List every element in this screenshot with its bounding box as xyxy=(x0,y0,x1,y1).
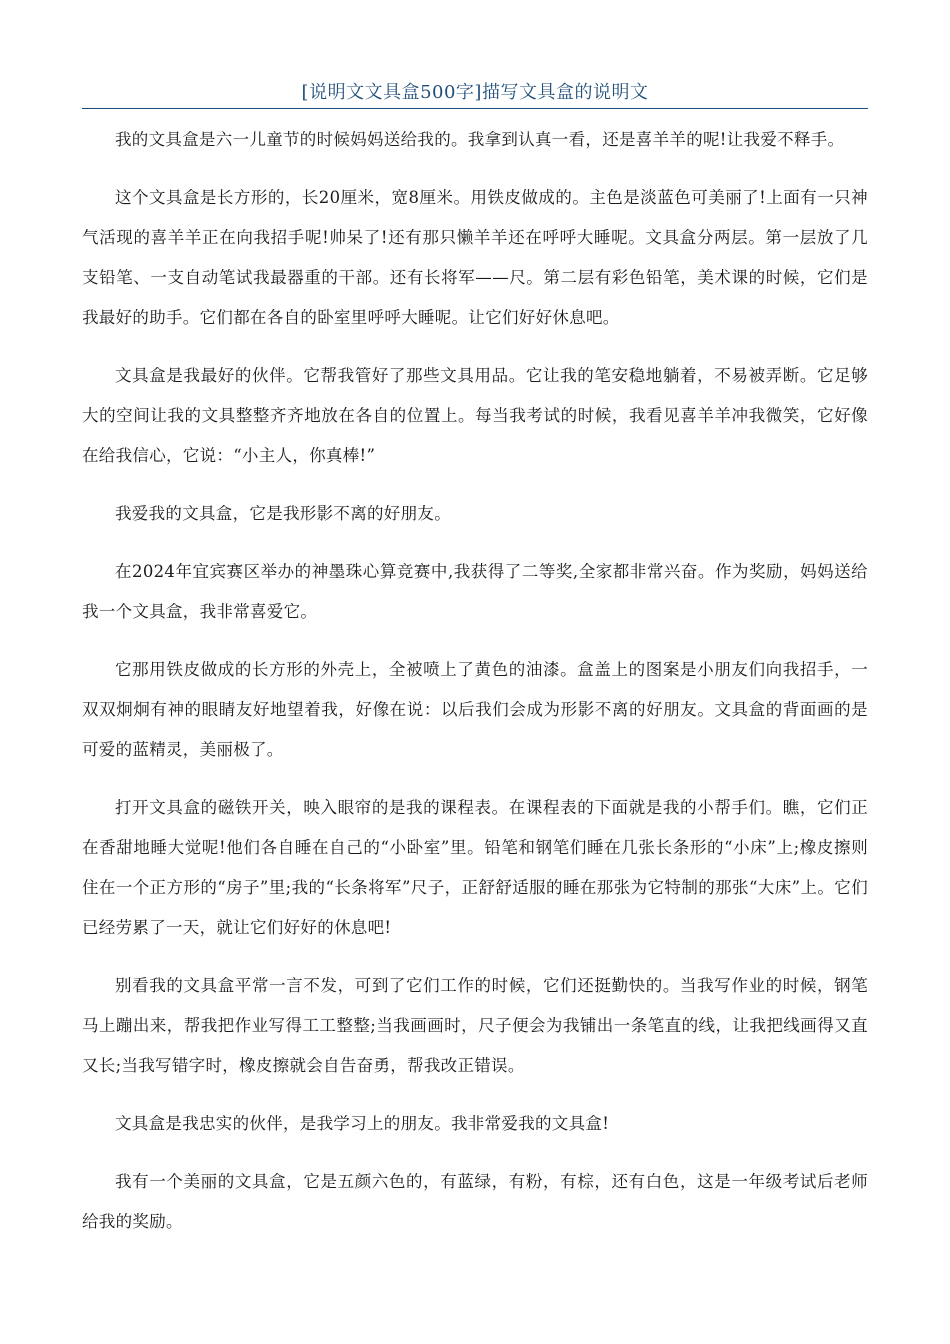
paragraph: 我爱我的文具盒，它是我形影不离的好朋友。 xyxy=(115,504,451,523)
paragraph: 打开文具盒的磁铁开关，映入眼帘的是我的课程表。在课程表的下面就是我的小帮手们。瞧，它们正在香甜地睡大觉呢!他们各自睡在自己的“小卧室”里。铅笔和钢笔们睡在几张长条形的“小床”上;橡皮擦则住在一个正方形的“房子”里;我的“长条将军”尺子，正舒舒适服的睡在那张为它特制的那张“大床”上。它们已经劳累了一天，就让它们好好的休息吧! xyxy=(82,798,868,937)
document-body xyxy=(82,120,868,1260)
paragraph: 在2024年宜宾赛区举办的神墨珠心算竞赛中,我获得了二等奖,全家都非常兴奋。作为奖励，妈妈送给我一个文具盒，我非常喜爱它。 xyxy=(82,562,868,621)
paragraph: 它那用铁皮做成的长方形的外壳上，全被喷上了黄色的油漆。盒盖上的图案是小朋友们向我招手，一双双炯炯有神的眼睛友好地望着我，好像在说：以后我们会成为形影不离的好朋友。文具盒的背面画的是可爱的蓝精灵，美丽极了。 xyxy=(82,660,868,759)
paragraph: 别看我的文具盒平常一言不发，可到了它们工作的时候，它们还挺勤快的。当我写作业的时候，钢笔马上蹦出来，帮我把作业写得工工整整;当我画画时，尺子便会为我铺出一条笔直的线，让我把线画得又直又长;当我写错字时，橡皮擦就会自告奋勇，帮我改正错误。 xyxy=(82,976,868,1075)
paragraph: 我有一个美丽的文具盒，它是五颜六色的，有蓝绿，有粉，有棕，还有白色，这是一年级考试后老师给我的奖励。 xyxy=(82,1172,868,1231)
paragraph: 我的文具盒是六一儿童节的时候妈妈送给我的。我拿到认真一看，还是喜羊羊的呢!让我爱不释手。 xyxy=(115,130,845,149)
paragraph: 这个文具盒是长方形的，长20厘米，宽8厘米。用铁皮做成的。主色是淡蓝色可美丽了!上面有一只神气活现的喜羊羊正在向我招手呢!帅呆了!还有那只懒羊羊还在呼呼大睡呢。文具盒分两层。第一层放了几支铅笔、一支自动笔试我最器重的干部。还有长将军——尺。第二层有彩色铅笔，美术课的时候，它们是我最好的助手。它们都在各自的卧室里呼呼大睡呢。让它们好好休息吧。 xyxy=(82,188,868,327)
paragraph: 文具盒是我最好的伙伴。它帮我管好了那些文具用品。它让我的笔安稳地躺着，不易被弄断。它足够大的空间让我的文具整整齐齐地放在各自的位置上。每当我考试的时候，我看见喜羊羊冲我微笑，它好像在给我信心，它说：“小主人，你真棒!” xyxy=(82,366,868,465)
document-title: [说明文文具盒500字]描写文具盒的说明文 xyxy=(301,82,649,103)
paragraph: 文具盒是我忠实的伙伴，是我学习上的朋友。我非常爱我的文具盒! xyxy=(115,1114,610,1133)
document-header xyxy=(82,78,868,109)
